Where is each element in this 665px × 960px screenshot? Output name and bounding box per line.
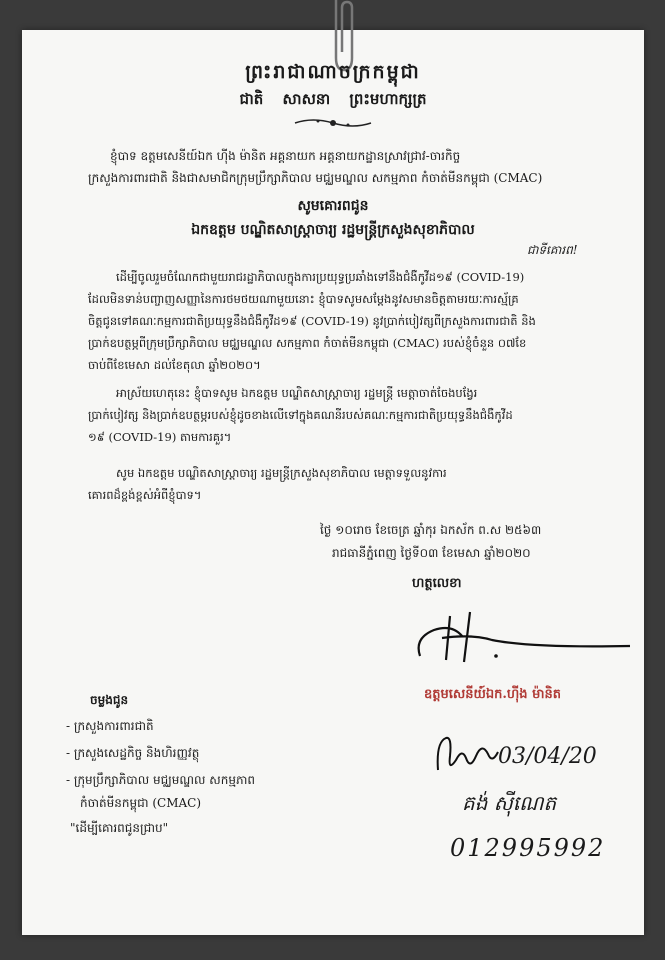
salutation-title: សូមគោរពជូន <box>297 198 369 214</box>
salutation-recipient: ឯកឧត្តម បណ្ឌិតសាស្ត្រាចារ្យ រដ្ឋមន្ត្រីក្រសួងសុខាភិបាល <box>191 222 475 238</box>
closing-paragraph <box>88 462 447 506</box>
intro-line-1: ខ្ញុំបាទ ឧត្តមសេនីយ៍ឯក ហ៊ីង ម៉ានិត អគ្គនាយក អគ្គនាយកដ្ឋានស្រាវជ្រាវ-ចារកិច្ច <box>110 149 461 163</box>
signature-title: ហត្ថលេខា <box>412 576 462 591</box>
handwritten-initials <box>432 730 502 776</box>
kingdom-heading: ព្រះរាជាណាចក្រកម្ពុជា <box>245 61 421 83</box>
body2-line-2: ប្រាក់បៀវត្ស និងប្រាក់ឧបត្ថម្ភរបស់ខ្ញុំដូចខាងលើទៅក្នុងគណនីរបស់គណៈកម្មការជាតិប្រយុទ្ធនឹងជំងឺកូវីដ <box>88 408 513 422</box>
body2-line-1: អាស្រ័យហេតុនេះ ខ្ញុំបាទសូម ឯកឧត្តម បណ្ឌិតសាស្ត្រាចារ្យ រដ្ឋមន្ត្រី មេត្តាចាត់ចែងបង្វែរ <box>116 386 478 400</box>
closing-line-2: គោរពដ៏ខ្ពង់ខ្ពស់អំពីខ្ញុំបាទ។ <box>88 488 202 502</box>
intro-line-2: ក្រសួងការពារជាតិ និងជាសមាជិកក្រុមប្រឹក្សាភិបាល មជ្ឈមណ្ឌល សកម្មភាព កំចាត់មីនកម្ពុជា (CMAC) <box>88 171 543 185</box>
body1-line-4: ប្រាក់ឧបត្ថម្ភពីក្រុមប្រឹក្សាភិបាល មជ្ឈមណ្ឌល សកម្មភាព កំចាត់មីនកម្ពុជា (CMAC) របស់ខ្ញុំចំនួន ០៧ខែ <box>88 336 527 350</box>
cc-title: ចម្លងជូន <box>90 693 129 707</box>
cc-item-2: - ក្រសួងសេដ្ឋកិច្ច និងហិរញ្ញវត្ថុ <box>66 746 200 760</box>
body1-line-1: ដើម្បីចូលរួមចំណែកជាមួយរាជរដ្ឋាភិបាលក្នុងការប្រយុទ្ធប្រឆាំងទៅនឹងជំងឺកូវីដ១៩ (COVID-19) <box>116 270 525 284</box>
ornament-divider <box>293 116 373 130</box>
cc-item-4: កំចាត់មីនកម្ពុជា (CMAC) <box>80 796 202 810</box>
solar-date: រាជធានីភ្នំពេញ ថ្ងៃទី០៣ ខែមេសា ឆ្នាំ២០២០ <box>332 546 531 560</box>
signature-scribble <box>412 608 634 668</box>
handwritten-phone: 012995992 <box>450 834 606 862</box>
cc-item-1: - ក្រសួងការពារជាតិ <box>66 719 154 733</box>
cc-item-3: - ក្រុមប្រឹក្សាភិបាល មជ្ឈមណ្ឌល សកម្មភាព <box>66 773 255 787</box>
closing-line-1: សូម ឯកឧត្តម បណ្ឌិតសាស្ត្រាចារ្យ រដ្ឋមន្ត្រីក្រសួងសុខាភិបាល មេត្តាទទួលនូវការ <box>116 466 447 480</box>
body1-line-2: ដែលមិនទាន់បញ្ចាញសញ្ញានៃការថមថយណាមួយនោះ ខ្ញុំបាទសូមសម្តែងនូវសមានចិត្តតាមរយៈការស្ម័គ្រ <box>88 292 519 306</box>
body1-line-5: ចាប់ពីខែមេសា ដល់ខែតុលា ឆ្នាំ២០២០។ <box>88 358 261 372</box>
greeting: ជាទីគោរព! <box>527 243 578 257</box>
body-paragraph-2 <box>88 382 513 448</box>
motto-heading: ជាតិ សាសនា ព្រះមហាក្សត្រ <box>239 90 427 108</box>
signatory-name: ឧត្តមសេនីយ៍ឯក.ហ៊ីង ម៉ានិត <box>424 687 561 702</box>
handwritten-name: គង់ ស៊ីណេត <box>462 791 557 815</box>
body1-line-3: ចិត្តជូនទៅគណៈកម្មការជាតិប្រយុទ្ធនឹងជំងឺកូវីដ១៩ (COVID-19) នូវប្រាក់បៀវត្សពីក្រសួងការពារជាតិ និង <box>88 314 536 328</box>
body-paragraph-1 <box>88 266 536 376</box>
cc-item-5: "ដើម្បីគោរពជូនជ្រាប" <box>70 821 169 835</box>
handwritten-date: 03/04/20 <box>498 744 597 769</box>
document-page <box>22 30 644 935</box>
lunar-date: ថ្ងៃ ១០រោច ខែចេត្រ ឆ្នាំកុរ ឯកស័ក ព.ស ២៥៦៣ <box>320 523 542 537</box>
body2-line-3: ១៩ (COVID-19) តាមការគួរ។ <box>88 430 232 444</box>
